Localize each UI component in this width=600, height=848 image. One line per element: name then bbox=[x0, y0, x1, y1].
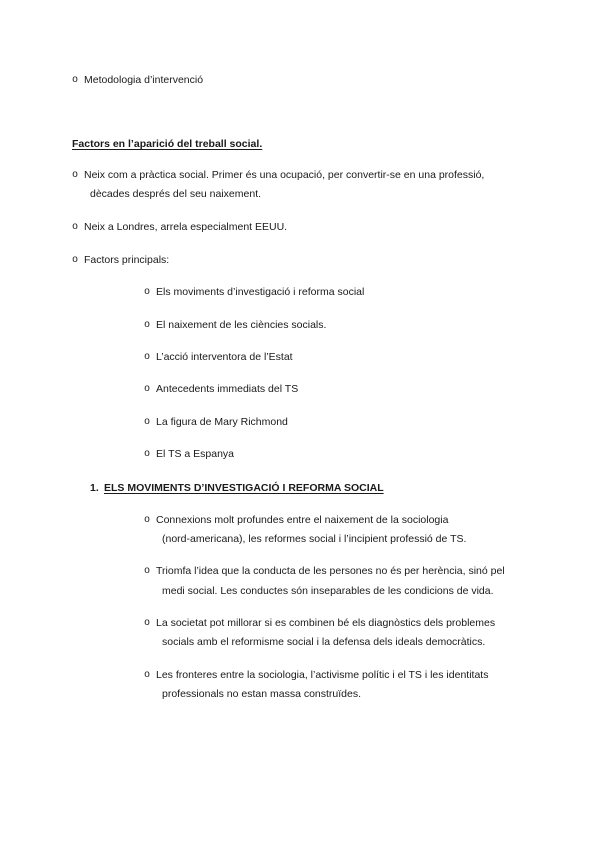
bullet-marker: o bbox=[72, 221, 78, 232]
bullet-marker: o bbox=[72, 74, 78, 85]
factor-item: L’acció interventora de l’Estat bbox=[156, 351, 293, 363]
factor-item: Antecedents immediats del TS bbox=[156, 383, 299, 395]
section-heading: Factors en l’aparició del treball social. bbox=[72, 138, 263, 150]
section-item-text: Les fronteres entre la sociologia, l’activisme polític i el TS i les identitats bbox=[156, 669, 489, 681]
bullet-marker: o bbox=[144, 565, 150, 576]
bullet-marker: o bbox=[72, 254, 78, 265]
bullet-marker: o bbox=[144, 286, 150, 297]
list-item-text: Factors principals: bbox=[84, 254, 170, 266]
factor-item: La figura de Mary Richmond bbox=[156, 416, 288, 428]
numbered-heading-title: ELS MOVIMENTS D’INVESTIGACIÓ I REFORMA SOCIAL bbox=[104, 482, 384, 494]
section-item-text: Triomfa l’idea que la conducta de les persones no és per herència, sinó pel bbox=[156, 565, 505, 577]
factor-item: El naixement de les ciències socials. bbox=[156, 319, 327, 331]
section-item-text: La societat pot millorar si es combinen bé els diagnòstics dels problemes bbox=[156, 617, 496, 629]
bullet-marker: o bbox=[144, 383, 150, 394]
list-item-text: Neix com a pràctica social. Primer és una ocupació, per convertir-se en una professió, bbox=[84, 169, 485, 181]
section-item-text-continued: (nord-americana), les reformes social i l’incipient professió de TS. bbox=[162, 533, 467, 545]
bullet-marker: o bbox=[144, 514, 150, 525]
bullet-marker: o bbox=[144, 448, 150, 459]
section-item-text-continued: medi social. Les conductes són inseparables de les condicions de vida. bbox=[162, 585, 494, 597]
bullet-marker: o bbox=[144, 416, 150, 427]
numbered-heading bbox=[104, 481, 384, 495]
bullet-marker: o bbox=[72, 169, 78, 180]
section-item-text: Connexions molt profundes entre el naixement de la sociologia bbox=[156, 514, 449, 526]
bullet-marker: o bbox=[144, 319, 150, 330]
list-item-text: Neix a Londres, arrela especialment EEUU. bbox=[84, 221, 288, 233]
section-item-text-continued: professionals no estan massa construïdes. bbox=[162, 688, 362, 700]
top-item-text: Metodologia d’intervenció bbox=[84, 74, 204, 86]
section-item-text-continued: socials amb el reformisme social i la defensa dels ideals democràtics. bbox=[162, 636, 486, 648]
numbered-heading-number: 1. bbox=[90, 482, 99, 494]
bullet-marker: o bbox=[144, 617, 150, 628]
factor-item: El TS a Espanya bbox=[156, 448, 235, 460]
factor-item: Els moviments d’investigació i reforma social bbox=[156, 286, 365, 298]
bullet-marker: o bbox=[144, 669, 150, 680]
list-item-text-continued: dècades després del seu naixement. bbox=[90, 188, 262, 200]
bullet-marker: o bbox=[144, 351, 150, 362]
